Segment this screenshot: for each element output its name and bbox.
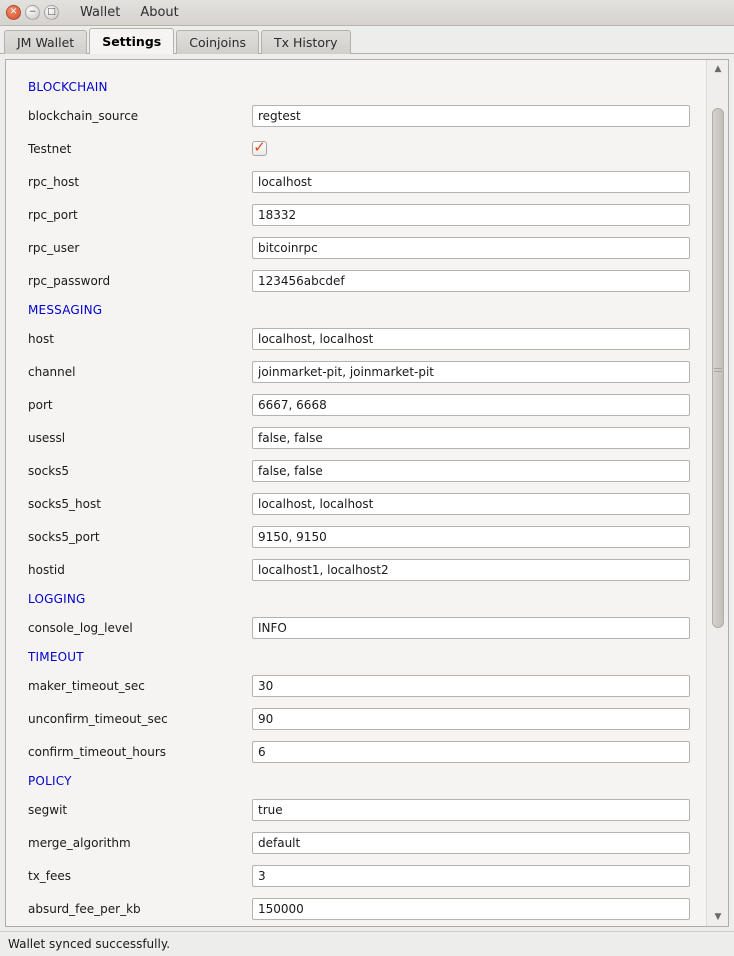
setting-field xyxy=(252,460,690,482)
setting-input[interactable] xyxy=(252,617,690,639)
setting-field xyxy=(252,832,690,854)
setting-input[interactable] xyxy=(252,675,690,697)
setting-row xyxy=(28,198,700,231)
setting-label: rpc_port xyxy=(28,207,78,222)
tab-bar xyxy=(0,26,734,54)
minimize-icon[interactable]: − xyxy=(25,5,40,20)
setting-label: tx_fees xyxy=(28,868,72,883)
setting-row xyxy=(28,793,700,826)
setting-input[interactable] xyxy=(252,865,690,887)
scrollbar-grip xyxy=(714,368,722,372)
setting-input[interactable] xyxy=(252,171,690,193)
setting-field xyxy=(252,237,690,259)
status-bar xyxy=(0,931,734,956)
tab-jm-wallet[interactable]: JM Wallet xyxy=(4,30,87,54)
setting-label: channel xyxy=(28,364,76,379)
setting-label: unconfirm_timeout_sec xyxy=(28,711,168,726)
scrollbar-track[interactable] xyxy=(707,78,728,908)
setting-row xyxy=(28,553,700,586)
setting-input[interactable] xyxy=(252,559,690,581)
scroll-up-icon[interactable]: ▲ xyxy=(714,64,722,74)
setting-field xyxy=(252,493,690,515)
setting-row xyxy=(28,388,700,421)
close-icon[interactable]: ✕ xyxy=(6,5,21,20)
setting-input[interactable] xyxy=(252,270,690,292)
setting-row xyxy=(28,231,700,264)
setting-field xyxy=(252,799,690,821)
setting-input[interactable] xyxy=(252,898,690,920)
check-icon: ✓ xyxy=(253,138,266,156)
setting-input[interactable] xyxy=(252,741,690,763)
menu-item-wallet[interactable]: Wallet xyxy=(80,5,121,20)
setting-input[interactable] xyxy=(252,493,690,515)
setting-row xyxy=(28,132,700,165)
setting-row xyxy=(28,925,700,926)
tab-coinjoins[interactable]: Coinjoins xyxy=(176,30,259,54)
setting-row xyxy=(28,702,700,735)
setting-field xyxy=(252,427,690,449)
setting-field xyxy=(252,526,690,548)
setting-input[interactable] xyxy=(252,328,690,350)
setting-label: rpc_host xyxy=(28,174,80,189)
setting-field xyxy=(252,328,690,350)
setting-input[interactable] xyxy=(252,394,690,416)
setting-row xyxy=(28,859,700,892)
setting-row xyxy=(28,99,700,132)
setting-field xyxy=(252,105,690,127)
setting-label: absurd_fee_per_kb xyxy=(28,901,141,916)
setting-row xyxy=(28,421,700,454)
setting-label: rpc_user xyxy=(28,240,80,255)
setting-input[interactable] xyxy=(252,460,690,482)
setting-label: blockchain_source xyxy=(28,108,139,123)
window-titlebar xyxy=(0,0,734,26)
setting-label: confirm_timeout_hours xyxy=(28,744,167,759)
setting-field xyxy=(252,171,690,193)
setting-field xyxy=(252,559,690,581)
section-heading-logging: LOGGING xyxy=(28,592,86,606)
setting-input[interactable] xyxy=(252,361,690,383)
setting-label: socks5_host xyxy=(28,496,101,511)
section-heading-blockchain: BLOCKCHAIN xyxy=(28,80,108,94)
setting-row xyxy=(28,355,700,388)
settings-rows xyxy=(6,74,706,926)
setting-label: segwit xyxy=(28,802,68,817)
section-heading-timeout: TIMEOUT xyxy=(28,650,84,664)
setting-field xyxy=(252,361,690,383)
setting-field xyxy=(252,675,690,697)
setting-row xyxy=(28,520,700,553)
setting-label: host xyxy=(28,331,54,346)
setting-label: Testnet xyxy=(28,141,72,156)
section-heading-policy: POLICY xyxy=(28,774,72,788)
setting-row xyxy=(28,735,700,768)
vertical-scrollbar[interactable] xyxy=(706,60,728,926)
setting-row xyxy=(28,165,700,198)
setting-label: port xyxy=(28,397,53,412)
setting-checkbox[interactable] xyxy=(252,138,267,156)
menu-bar xyxy=(77,4,182,21)
setting-label: console_log_level xyxy=(28,620,133,635)
tab-settings[interactable]: Settings xyxy=(89,28,174,54)
setting-row xyxy=(28,892,700,925)
setting-label: maker_timeout_sec xyxy=(28,678,145,693)
setting-label: socks5 xyxy=(28,463,70,478)
setting-field xyxy=(252,708,690,730)
setting-row xyxy=(28,669,700,702)
setting-input[interactable] xyxy=(252,832,690,854)
section-heading-messaging: MESSAGING xyxy=(28,303,103,317)
setting-input[interactable] xyxy=(252,526,690,548)
window-controls xyxy=(6,5,59,20)
setting-input[interactable] xyxy=(252,105,690,127)
setting-field xyxy=(252,138,690,156)
setting-input[interactable] xyxy=(252,708,690,730)
setting-label: hostid xyxy=(28,562,65,577)
setting-label: merge_algorithm xyxy=(28,835,131,850)
setting-input[interactable] xyxy=(252,799,690,821)
setting-input[interactable] xyxy=(252,204,690,226)
setting-row xyxy=(28,611,700,644)
setting-label: rpc_password xyxy=(28,273,111,288)
setting-field xyxy=(252,865,690,887)
setting-field xyxy=(252,741,690,763)
setting-label: usessl xyxy=(28,430,66,445)
setting-label: socks5_port xyxy=(28,529,100,544)
menu-item-about[interactable]: About xyxy=(140,5,179,20)
tab-tx-history[interactable]: Tx History xyxy=(261,30,350,54)
status-text: Wallet synced successfully. xyxy=(8,937,171,951)
setting-row xyxy=(28,487,700,520)
settings-scroll-area xyxy=(6,60,706,926)
setting-field xyxy=(252,270,690,292)
settings-panel xyxy=(5,59,729,927)
maximize-icon[interactable]: □ xyxy=(44,5,59,20)
scroll-down-icon[interactable]: ▼ xyxy=(714,912,722,922)
settings-content xyxy=(0,55,734,931)
setting-field xyxy=(252,898,690,920)
setting-row xyxy=(28,322,700,355)
setting-field xyxy=(252,394,690,416)
setting-row xyxy=(28,826,700,859)
setting-row xyxy=(28,454,700,487)
setting-input[interactable] xyxy=(252,427,690,449)
setting-input[interactable] xyxy=(252,237,690,259)
setting-row xyxy=(28,264,700,297)
setting-field xyxy=(252,617,690,639)
setting-field xyxy=(252,204,690,226)
